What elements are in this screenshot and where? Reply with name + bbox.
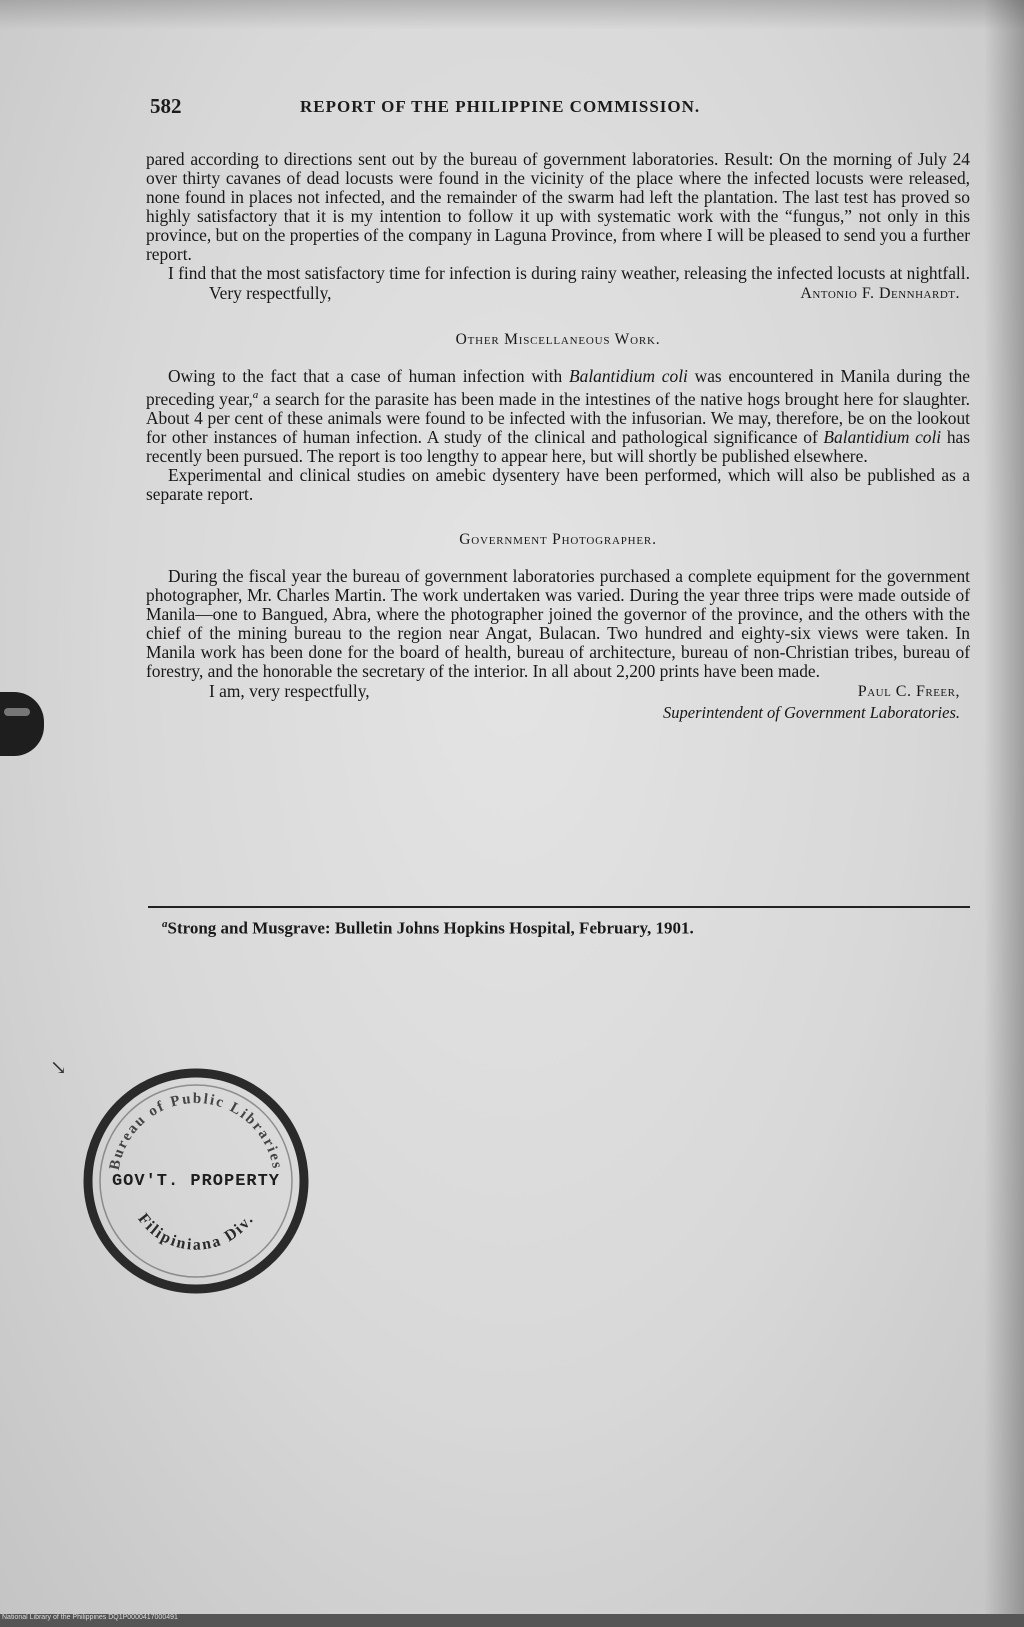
stamp-wording bbox=[0, 0, 1, 1]
stamp-top-text bbox=[0, 0, 1, 1]
para3-text-d: has recently been pursued. The report is too lengthy to appear here, but will shortly be published elsewhere. bbox=[146, 426, 970, 466]
signature-freer: Paul C. Freer, bbox=[857, 682, 960, 700]
paragraph-amebic-dysentery: Experimental and clinical studies on amebic dysentery have been performed, which will also be published as a separate report. bbox=[146, 464, 970, 504]
para3-text-a: Owing to the fact that a case of human infection with bbox=[168, 366, 570, 386]
binding-clip bbox=[0, 692, 44, 756]
footnote-rule bbox=[148, 906, 970, 908]
paragraph-photographer: During the fiscal year the bureau of government laboratories purchased a complete equipment for the government photographer, Mr. Charles Martin. The work undertaken was varied. During the year three trips were made outside of Manila—one to Bangued, Abra, where the photographer joined the governor of the province, and the others with the chief of the mining bureau to the region near Angat, Bulacan. Two hundred and eighty-six views were taken. In Manila work has been done for the board of health, bureau of architecture, bureau of non-Christian tribes, bureau of forestry, and the honorable the secretary of the interior. In all about 2,200 prints have been made. bbox=[146, 565, 970, 681]
para3-text-b: was encountered in Manila during the preceding year, bbox=[146, 366, 970, 409]
section-title-misc-work: Other Miscellaneous Work. bbox=[455, 331, 661, 348]
species-name: Balantidium coli bbox=[823, 426, 942, 447]
signature-freer-title: Superintendent of Government Laboratories. bbox=[663, 702, 960, 722]
running-head bbox=[150, 94, 970, 124]
footnote-ref: a bbox=[252, 389, 259, 401]
signature-block-1 bbox=[146, 284, 970, 304]
page-right-shadow bbox=[984, 0, 1024, 1627]
signature-title-block bbox=[146, 703, 970, 723]
stray-ink-mark: ↘ bbox=[50, 1057, 67, 1079]
paragraph-infection-timing: I find that the most satisfactory time for infection is during rainy weather, releasing the infected locusts at nightfall. bbox=[168, 263, 970, 283]
svg-text:Filipiniana Div.: Filipiniana Div. bbox=[134, 1210, 258, 1254]
closing-i-am-very-respectfully: I am, very respectfully, bbox=[209, 680, 370, 701]
page-number: 582 bbox=[150, 94, 182, 118]
paragraph-balantidium bbox=[146, 367, 970, 466]
closing-very-respectfully: Very respectfully, bbox=[209, 283, 332, 303]
body-text bbox=[146, 150, 970, 723]
footnote-text: Strong and Musgrave: Bulletin Johns Hopkins Hospital, February, 1901. bbox=[167, 918, 694, 938]
signature-dennhardt: Antonio F. Dennhardt. bbox=[800, 285, 960, 302]
footnote bbox=[162, 918, 694, 939]
para3-text-c: a search for the parasite has been made in the intestines of the native hogs brought here for slaughter. About 4 per cent of these animals were found to be infected with the infusorian. We may, therefore, be on the lookout for other instances of human infection. A study of the clinical and pathological significance of bbox=[146, 388, 971, 447]
library-stamp bbox=[78, 1063, 314, 1299]
page-top-shadow bbox=[0, 0, 1024, 30]
species-name: Balantidium coli bbox=[569, 366, 688, 386]
paragraph-locust-result: pared according to directions sent out by the bureau of government laboratories. Result: On the morning of July 24 over thirty cavanes of dead locusts were found in the vicinity of the place where the infected locusts were released, none found in places not infected, and the remainder of the swarm had left the plantation. The last test has proved so highly satisfactory that it is my intention to follow it up with systematic work with the “fungus,” not only in this province, but on the properties of the company in Laguna Province, from where I will be pleased to send you a further report. bbox=[146, 149, 970, 264]
scan-info-text: National Library of the Philippines DQ1P0000417000491 bbox=[2, 1614, 178, 1621]
svg-text:GOV'T. PROPERTY: GOV'T. PROPERTY bbox=[111, 1172, 281, 1191]
signature-block-2 bbox=[146, 682, 970, 702]
section-title-photographer: Government Photographer. bbox=[459, 530, 657, 548]
svg-text:Bureau of Public Libraries: Bureau of Public Libraries bbox=[106, 1090, 286, 1172]
footnote-marker: a bbox=[162, 918, 168, 930]
running-title: REPORT OF THE PHILIPPINE COMMISSION. bbox=[300, 97, 701, 116]
